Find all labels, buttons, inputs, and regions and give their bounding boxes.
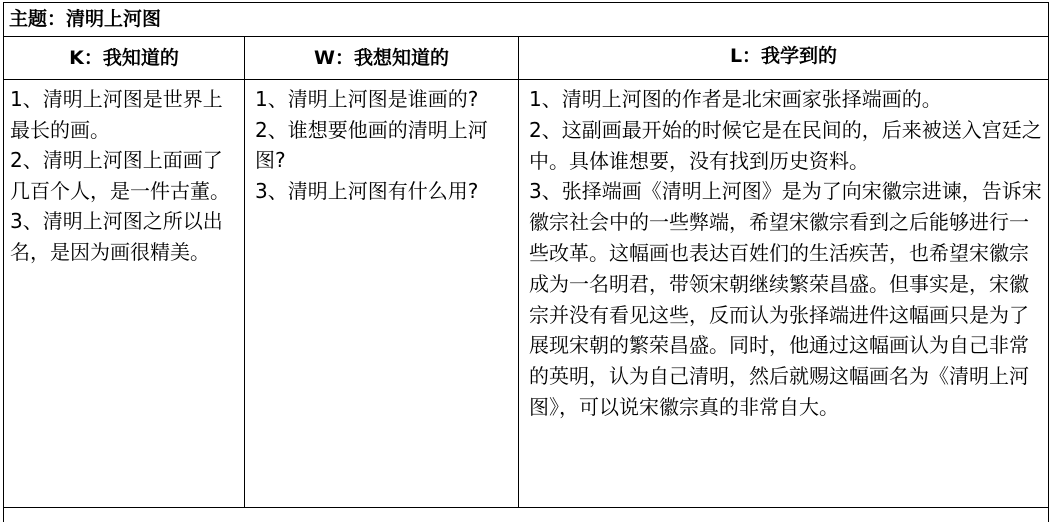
know-item: 3、清明上河图之所以出名，是因为画很精美。 <box>10 209 223 264</box>
kwl-columns <box>4 37 1048 507</box>
learned-item: 2、这副画最开始的时候它是在民间的，后来被送入宫廷之中。具体谁想要，没有找到历史资料。 <box>529 117 1042 173</box>
know-item: 2、清明上河图上面画了几百个人，是一件古董。 <box>10 148 230 203</box>
learned-item: 3、张择端画《清明上河图》是为了向宋徽宗进谏，告诉宋徽宗社会中的一些弊端，希望宋徽宗看到之后能够进行一些改革。这幅画也表达百姓们的生活疾苦，也希望宋徽宗成为一名明君，带领宋朝继续繁荣昌盛。但事实是，宋徽宗并没有看见这些，反而认为张择端进件这幅画只是为了展现宋朝的繁荣昌盛。同时，他通过这幅画认为自己非常的英明，认为自己清明，然后就赐这幅画名为《清明上河图》，可以说宋徽宗真的非常自大。 <box>529 179 1042 419</box>
column-want <box>245 37 519 507</box>
column-know <box>4 37 245 507</box>
kwl-table <box>3 2 1049 522</box>
column-learned-header: L：我学到的 <box>519 37 1048 80</box>
want-item: 1、清明上河图是谁画的? <box>255 87 479 111</box>
topic-title: 主题：清明上河图 <box>4 3 1048 37</box>
column-learned <box>519 37 1048 507</box>
know-item: 1、清明上河图是世界上最长的画。 <box>10 87 223 142</box>
column-know-body <box>4 80 244 267</box>
want-item: 2、谁想要他画的清明上河图? <box>255 117 488 172</box>
column-learned-body <box>519 80 1048 423</box>
column-want-header: W：我想知道的 <box>245 37 518 80</box>
column-know-header: K：我知道的 <box>4 37 244 80</box>
table-bottom-border <box>4 507 1048 508</box>
learned-item: 1、清明上河图的作者是北宋画家张择端画的。 <box>529 87 942 111</box>
column-want-body <box>245 80 518 206</box>
want-item: 3、清明上河图有什么用? <box>255 178 479 203</box>
